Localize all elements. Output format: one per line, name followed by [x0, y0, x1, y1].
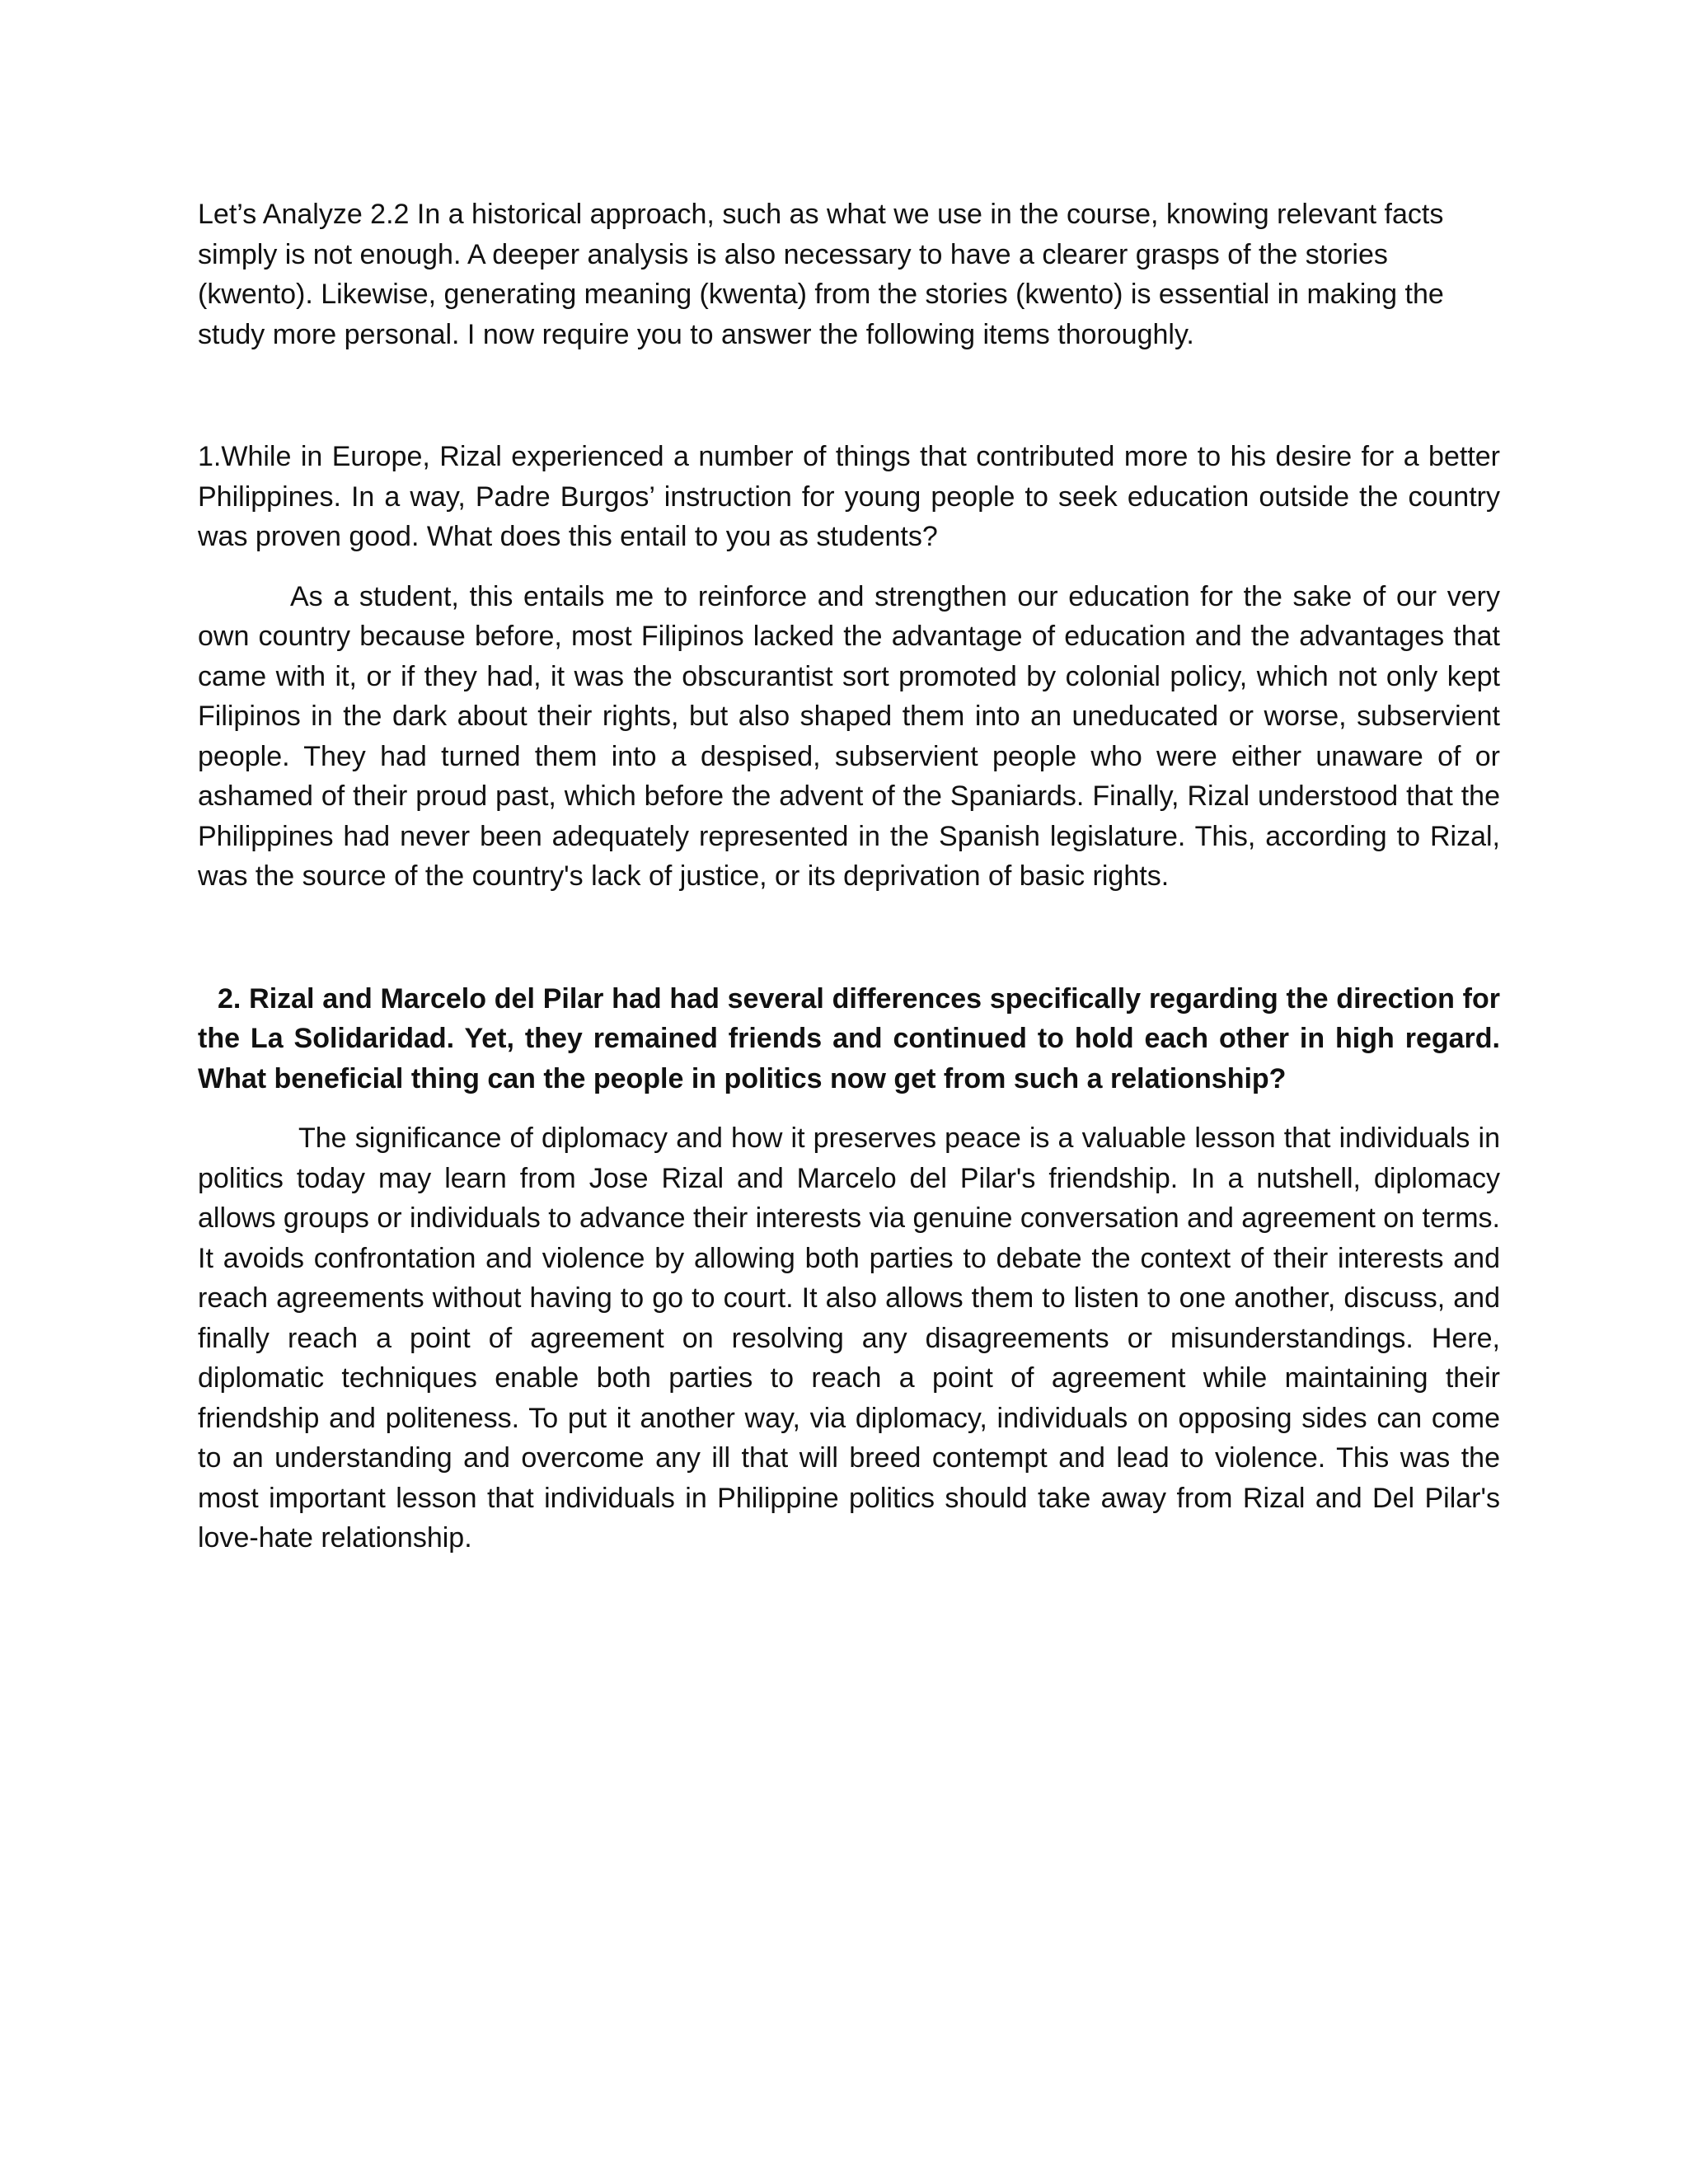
answer-1: As a student, this entails me to reinforce and strengthen our education for the sake of our very own country because before, most Filipinos lacked the advantage of education and the advantages that came with it, or if they had, it was the obscurantist sort promoted by colonial policy, which not only kept Filipinos in the dark about their rights, but also shaped them into an uneducated or worse, subservient people. They had turned them into a despised, subservient people who were either unaware of or ashamed of their proud past, which before the advent of the Spaniards. Finally, Rizal understood that the Philippines had never been adequately represented in the Spanish legislature. This, according to Rizal, was the source of the country's lack of justice, or its deprivation of basic rights. — [198, 580, 1500, 892]
intro-paragraph: Let’s Analyze 2.2 In a historical approach, such as what we use in the course, knowing relevant facts simply is not enough. A deeper analysis is also necessary to have a clearer grasps of the stories (kwento). Likewise, generating meaning (kwenta) from the stories (kwento) is essential in making the study more personal. I now require you to answer the following items thoroughly. — [198, 199, 1444, 350]
question-2: 2. Rizal and Marcelo del Pilar had had several differences specifically regarding the direction for the La Solidaridad. Yet, they remained friends and continued to hold each other in high regard. What beneficial thing can the people in politics now get from such a relationship? — [198, 982, 1500, 1094]
answer-2: The significance of diplomacy and how it preserves peace is a valuable lesson that individuals in politics today may learn from Jose Rizal and Marcelo del Pilar's friendship. In a nutshell, diplomacy allows groups or individuals to advance their interests via genuine conversation and agreement on terms. It avoids confrontation and violence by allowing both parties to debate the context of their interests and reach agreements without having to go to court. It also allows them to listen to one another, discuss, and finally reach a point of agreement on resolving any disagreements or misunderstandings. Here, diplomatic techniques enable both parties to reach a point of agreement while maintaining their friendship and politeness. To put it another way, via diplomacy, individuals on opposing sides can come to an understanding and overcome any ill that will breed contempt and lead to violence. This was the most important lesson that individuals in Philippine politics should take away from Rizal and Del Pilar's love-hate relationship. — [198, 1122, 1501, 1554]
question-1: 1.While in Europe, Rizal experienced a number of things that contributed more to his desire for a better Philippines. In a way, Padre Burgos’ instruction for young people to seek education outside the country was proven good. What does this entail to you as students? — [198, 441, 1500, 552]
document-page — [198, 194, 1500, 1558]
